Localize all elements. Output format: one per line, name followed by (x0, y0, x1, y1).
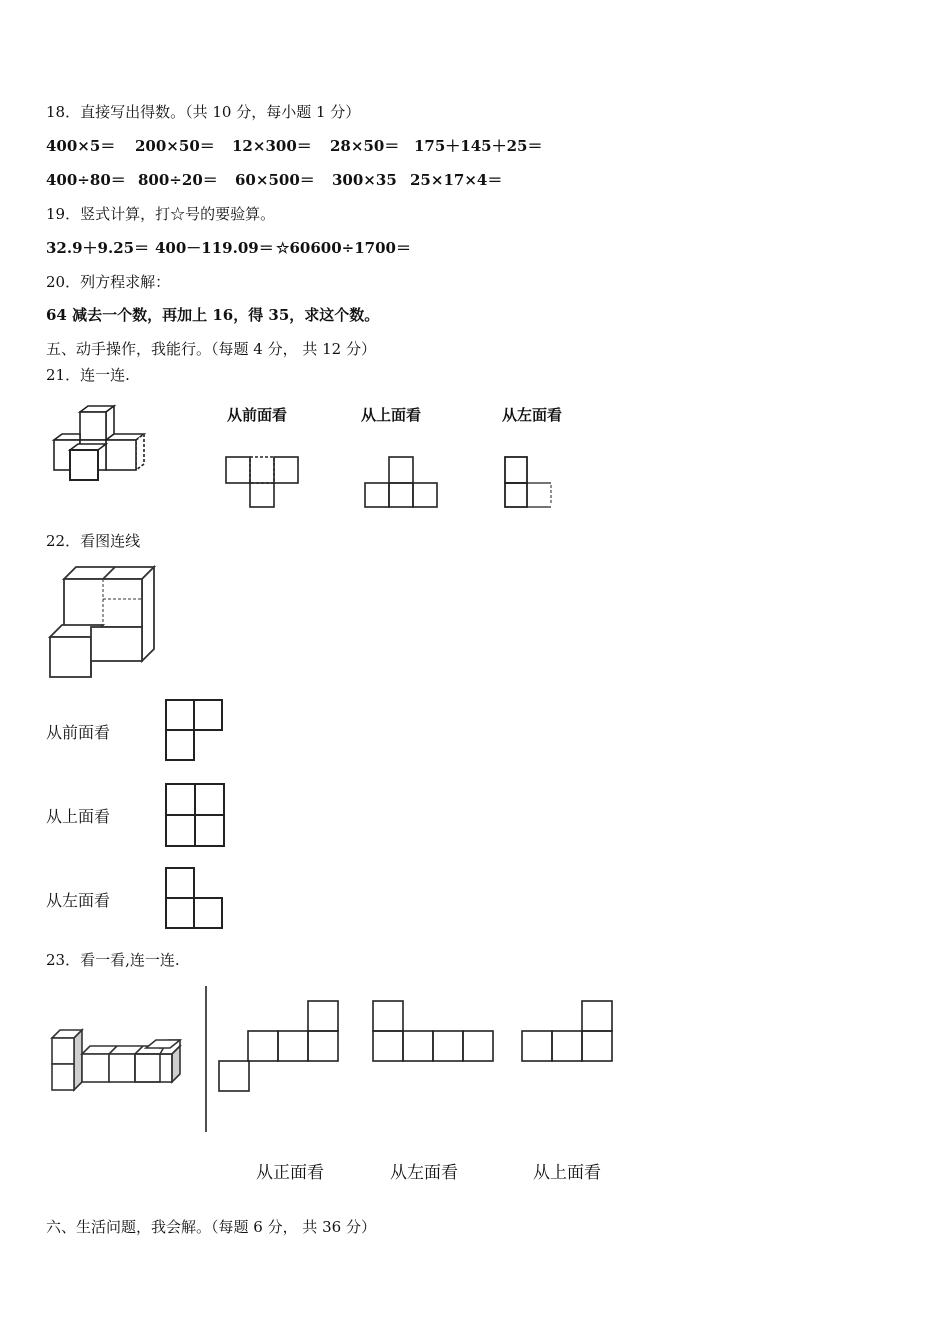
q22-label-top: 从上面看 (46, 807, 111, 826)
q19-title: 19．竖式计算，打☆号的要验算。 (46, 205, 276, 223)
q18-item: 12×300＝ (232, 137, 312, 155)
q21-view-top (363, 455, 439, 509)
q18-item: 25×17×4＝ (410, 171, 503, 189)
q20-title: 20．列方程求解： (46, 273, 171, 291)
q21-label-left: 从左面看 (502, 406, 563, 424)
q18-item: 60×500＝ (235, 171, 315, 189)
q21-view-left (503, 455, 555, 509)
q22-view-2 (164, 782, 228, 848)
q19-item: 400－119.09＝ (155, 239, 274, 257)
q23-title: 23．看一看,连一连. (46, 951, 180, 969)
q18-item: 800÷20＝ (138, 171, 218, 189)
q23-cube-figure (48, 1028, 184, 1094)
section5-title: 五、动手操作，我能行。（每题 4 分， 共 12 分） (46, 340, 376, 358)
q22-label-front: 从前面看 (46, 723, 111, 742)
q18-item: 300×35 (332, 171, 397, 189)
q18-item: 175＋145＋25＝ (414, 137, 543, 155)
q19-item: 32.9＋9.25＝ (46, 239, 150, 257)
q23-label-front: 从正面看 (256, 1163, 324, 1183)
section6-title: 六、生活问题，我会解。（每题 6 分， 共 36 分） (46, 1218, 376, 1236)
q22-view-3 (164, 866, 224, 932)
q23-divider (204, 986, 208, 1132)
q21-label-front: 从前面看 (227, 406, 288, 424)
q23-view-2 (371, 999, 497, 1063)
q22-cube-figure (46, 565, 158, 681)
q18-item: 200×50＝ (135, 137, 215, 155)
q22-label-left: 从左面看 (46, 891, 111, 910)
q23-label-top: 从上面看 (533, 1163, 601, 1183)
q18-item: 400×5＝ (46, 137, 116, 155)
q22-title: 22．看图连线 (46, 532, 141, 550)
q22-view-1 (164, 698, 224, 764)
q19-item: ☆60600÷1700＝ (276, 239, 411, 257)
q23-view-3 (520, 999, 616, 1063)
q21-cube-figure (50, 404, 150, 486)
q20-text: 64 减去一个数，再加上 16，得 35，求这个数。 (46, 306, 380, 324)
q23-view-1 (217, 999, 341, 1093)
q23-label-left: 从左面看 (390, 1163, 458, 1183)
q21-view-front (224, 455, 300, 509)
q18-title: 18．直接写出得数。（共 10 分，每小题 1 分） (46, 103, 361, 121)
q21-title: 21．连一连. (46, 366, 130, 384)
q18-item: 400÷80＝ (46, 171, 126, 189)
q21-label-top: 从上面看 (361, 406, 422, 424)
q18-item: 28×50＝ (330, 137, 400, 155)
